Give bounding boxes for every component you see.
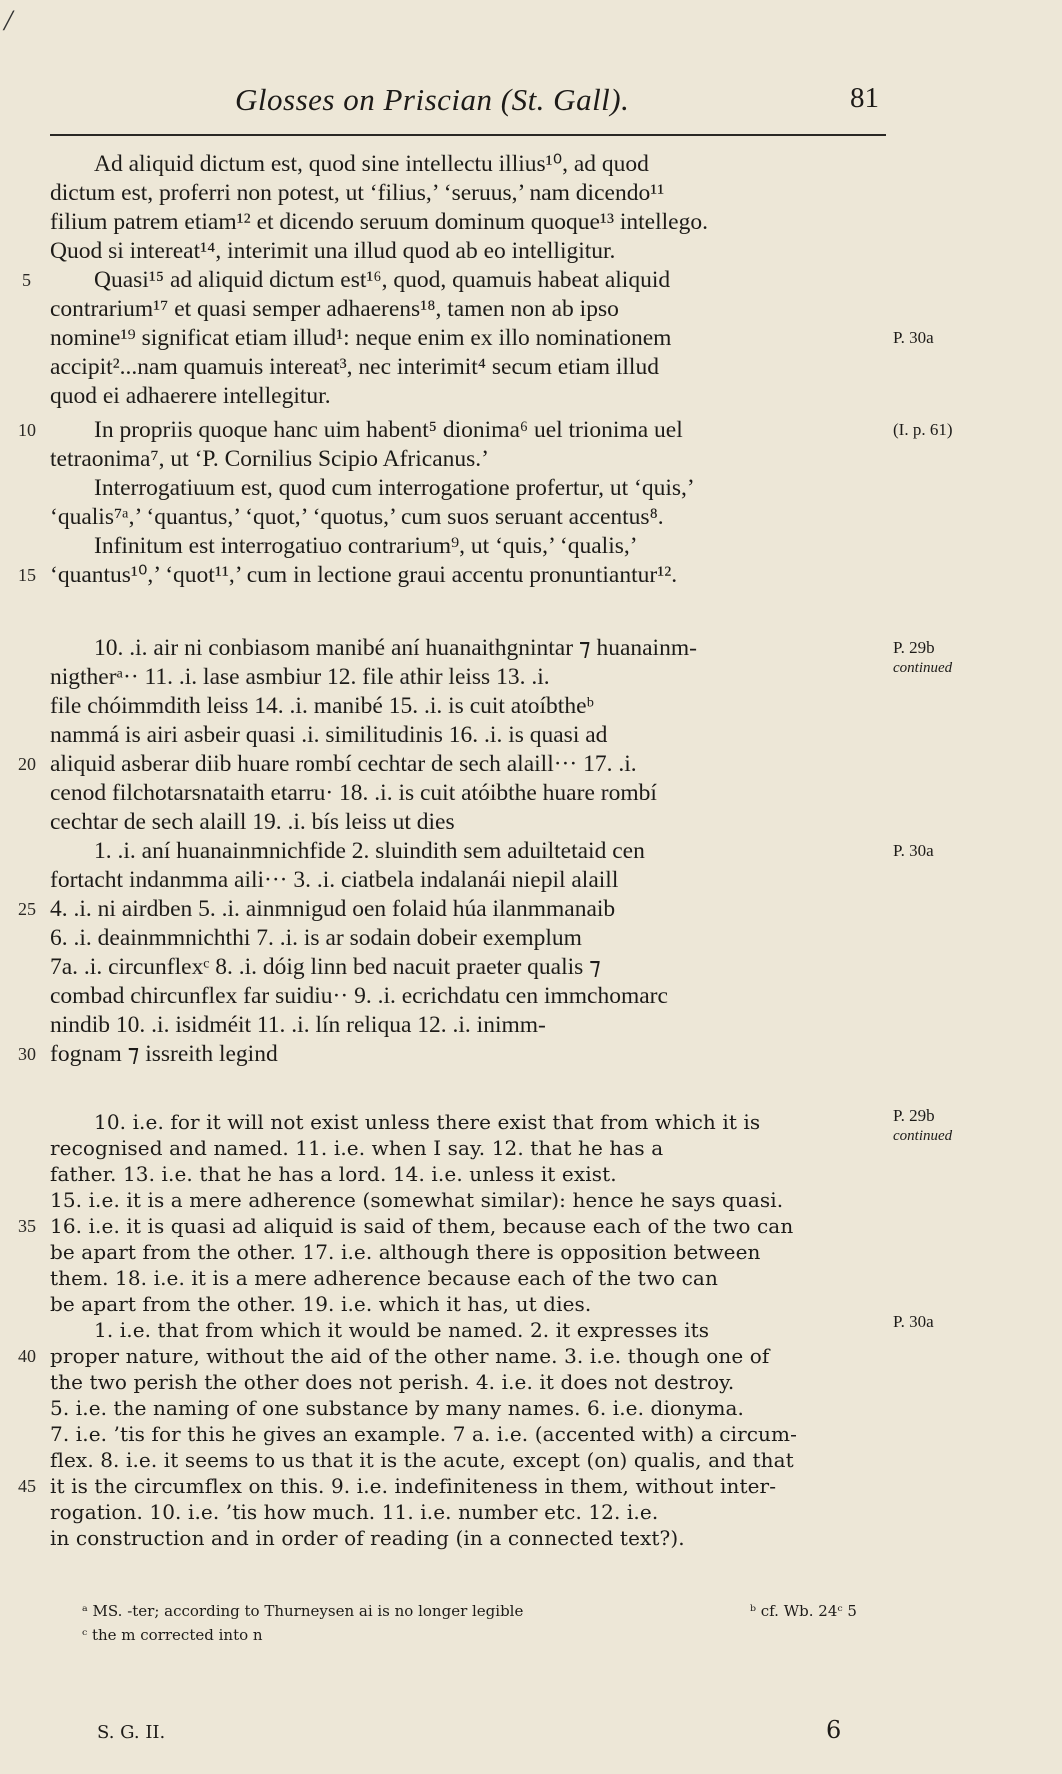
latin-line: Ad aliquid dictum est, quod sine intellectu illius¹⁰, ad quod <box>94 151 649 177</box>
margin-ref: P. 30a <box>893 328 934 347</box>
translation-line: be apart from the other. 19. i.e. which it has, ut dies. <box>50 1292 592 1316</box>
gloss-line: nigtherᵃ·· 11. .i. lase asmbiur 12. file athir leiss 13. .i. <box>50 664 550 690</box>
translation-line: 5. i.e. the naming of one substance by many names. 6. i.e. dionyma. <box>50 1396 745 1420</box>
gloss-line: aliquid asberar diib huare rombí cechtar de sech alaill··· 17. .i. <box>50 751 637 777</box>
line-number: 35 <box>18 1216 36 1236</box>
footnote-c: ᶜ the m corrected into n <box>82 1626 263 1644</box>
gloss-line: 7a. .i. circunflexᶜ 8. .i. dóig linn bed nacuit praeter qualis ⁊ <box>50 954 601 980</box>
line-number: 25 <box>18 899 36 919</box>
latin-line: nomine¹⁹ significat etiam illud¹: neque enim ex illo nominationem <box>50 325 672 351</box>
translation-line: 15. i.e. it is a mere adherence (somewhat similar): hence he says quasi. <box>50 1188 784 1212</box>
line-number: 40 <box>18 1346 36 1366</box>
page-number: 81 <box>850 82 879 114</box>
latin-line: dictum est, proferri non potest, ut ‘filius,’ ‘seruus,’ nam dicendo¹¹ <box>50 180 665 206</box>
line-number: 30 <box>18 1044 36 1064</box>
translation-line: proper nature, without the aid of the other name. 3. i.e. though one of <box>50 1344 770 1368</box>
line-number: 10 <box>18 420 36 440</box>
line-number: 45 <box>18 1476 36 1496</box>
gloss-line: 10. .i. air ni conbiasom manibé aní huanaithgnintar ⁊ huanainm- <box>94 635 697 661</box>
translation-line: father. 13. i.e. that he has a lord. 14. i.e. unless it exist. <box>50 1162 617 1186</box>
gloss-line: 1. .i. aní huanainmnichfide 2. sluindith sem aduiltetaid cen <box>94 838 645 864</box>
gloss-line: cechtar de sech alaill 19. .i. bís leiss ut dies <box>50 809 455 835</box>
line-number: 15 <box>18 565 36 585</box>
gloss-line: 4. .i. ni airdben 5. .i. ainmnigud oen folaid húa ilanmmanaib <box>50 896 616 922</box>
running-head: Glosses on Priscian (St. Gall). <box>235 82 630 117</box>
latin-line: Quasi¹⁵ ad aliquid dictum est¹⁶, quod, quamuis habeat aliquid <box>94 267 671 293</box>
margin-ref-note: continued <box>893 660 953 676</box>
latin-line: Interrogatiuum est, quod cum interrogatione profertur, ut ‘quis,’ <box>94 475 695 501</box>
translation-line: the two perish the other does not perish. 4. i.e. it does not destroy. <box>50 1370 735 1394</box>
translation-line: 7. i.e. ’tis for this he gives an example. 7 a. i.e. (accented with) a circum- <box>50 1422 797 1446</box>
sheet-number: 6 <box>826 1716 842 1744</box>
latin-line: ‘qualis⁷ᵃ,’ ‘quantus,’ ‘quot,’ ‘quotus,’ cum suos seruant accentus⁸. <box>50 504 664 530</box>
footnote-a: ᵃ MS. -ter; according to Thurneysen ai is no longer legible <box>82 1602 524 1620</box>
gloss-line: fognam ⁊ issreith legind <box>50 1041 278 1067</box>
translation-line: them. 18. i.e. it is a mere adherence because each of the two can <box>50 1266 718 1290</box>
translation-line: recognised and named. 11. i.e. when I say. 12. that he has a <box>50 1136 664 1160</box>
translation-line: rogation. 10. i.e. ’tis how much. 11. i.e. number etc. 12. i.e. <box>50 1500 659 1524</box>
translation-line: 16. i.e. it is quasi ad aliquid is said of them, because each of the two can <box>50 1214 794 1238</box>
margin-ref <box>893 1106 952 1146</box>
translation-line: 1. i.e. that from which it would be named. 2. it expresses its <box>94 1318 710 1342</box>
gloss-line: cenod filchotarsnataith etarru· 18. .i. is cuit atóibthe huare rombí <box>50 780 657 806</box>
gloss-line: fortacht indanmma aili··· 3. .i. ciatbela indalanái niepil alaill <box>50 867 619 893</box>
latin-line: tetraonima⁷, ut ‘P. Cornilius Scipio Africanus.’ <box>50 446 489 472</box>
margin-ref <box>893 638 952 678</box>
gloss-line: nindib 10. .i. isidméit 11. .i. lín reliqua 12. .i. inimm- <box>50 1012 546 1038</box>
header-rule <box>50 134 886 136</box>
latin-line: Quod si intereat¹⁴, interimit una illud quod ab eo intelligitur. <box>50 238 616 264</box>
translation-line: be apart from the other. 17. i.e. although there is opposition between <box>50 1240 761 1264</box>
latin-line: Infinitum est interrogatiuo contrarium⁹, ut ‘quis,’ ‘qualis,’ <box>94 533 638 559</box>
latin-line: ‘quantus¹⁰,’ ‘quot¹¹,’ cum in lectione graui accentu pronuntiantur¹². <box>50 562 678 588</box>
translation-line: it is the circumflex on this. 9. i.e. indefiniteness in them, without inter- <box>50 1474 777 1498</box>
latin-line: quod ei adhaerere intellegitur. <box>50 383 331 409</box>
edge-mark: / <box>4 4 13 37</box>
gloss-line: 6. .i. deainmmnichthi 7. .i. is ar sodain dobeir exemplum <box>50 925 582 951</box>
margin-ref-label: P. 29b <box>893 1106 935 1125</box>
signature-mark: S. G. II. <box>97 1722 166 1743</box>
latin-line: contrarium¹⁷ et quasi semper adhaerens¹⁸, tamen non ab ipso <box>50 296 619 322</box>
line-number: 20 <box>18 754 36 774</box>
gloss-line: file chóimmdith leiss 14. .i. manibé 15. .i. is cuit atoíbtheᵇ <box>50 693 594 719</box>
line-number: 5 <box>22 270 31 290</box>
gloss-line: nammá is airi asbeir quasi .i. similitudinis 16. .i. is quasi ad <box>50 722 608 748</box>
margin-ref: (I. p. 61) <box>893 420 953 439</box>
translation-line: flex. 8. i.e. it seems to us that it is the acute, except (on) qualis, and that <box>50 1448 794 1472</box>
footnote-b: ᵇ cf. Wb. 24ᶜ 5 <box>750 1602 857 1620</box>
translation-line: 10. i.e. for it will not exist unless there exist that from which it is <box>94 1110 761 1134</box>
margin-ref: P. 30a <box>893 1312 934 1331</box>
translation-line: in construction and in order of reading (in a connected text?). <box>50 1526 685 1550</box>
latin-line: filium patrem etiam¹² et dicendo seruum dominum quoque¹³ intellego. <box>50 209 708 235</box>
margin-ref-note: continued <box>893 1128 953 1144</box>
latin-line: In propriis quoque hanc uim habent⁵ dionima⁶ uel trionima uel <box>94 417 683 443</box>
margin-ref-label: P. 29b <box>893 638 935 657</box>
gloss-line: combad chircunflex far suidiu·· 9. .i. ecrichdatu cen immchomarc <box>50 983 668 1009</box>
margin-ref: P. 30a <box>893 841 934 860</box>
latin-line: accipit²...nam quamuis intereat³, nec interimit⁴ secum etiam illud <box>50 354 659 380</box>
